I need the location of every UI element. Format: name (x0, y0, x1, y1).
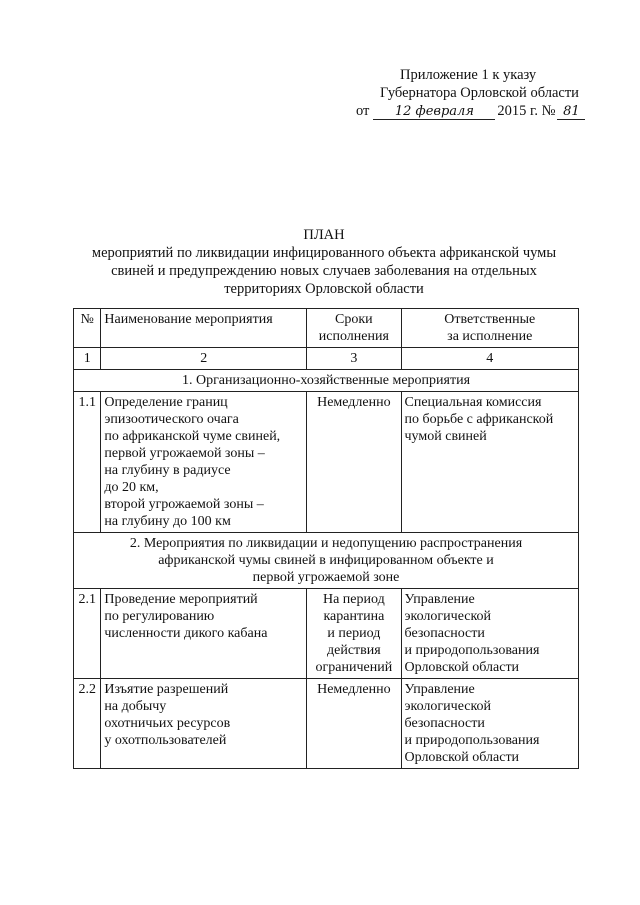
row-term-line: карантина (323, 609, 385, 624)
header-term (307, 309, 401, 348)
from-label: от (356, 103, 370, 119)
section-title (74, 533, 579, 589)
header-term-line: исполнения (318, 329, 389, 344)
row-name-line: численности дикого кабана (104, 626, 268, 641)
row-resp-line: чумой свиней (404, 429, 487, 444)
section-title: 1. Организационно-хозяйственные мероприятия (74, 370, 579, 392)
document-title (70, 226, 578, 298)
table-row (74, 679, 579, 769)
row-name-line: у охотпользователей (104, 733, 227, 748)
row-name-line: Изъятие разрешений (104, 682, 229, 697)
row-resp-line: и природопользования (404, 643, 540, 658)
row-name-line: эпизоотического очага (104, 412, 239, 427)
row-num: 2.2 (74, 679, 101, 769)
table-row (74, 392, 579, 533)
appendix-line-2: Губернатора Орловской области (380, 85, 579, 101)
row-name-line: Проведение мероприятий (104, 592, 258, 607)
row-resp-line: Управление (404, 682, 475, 697)
row-num: 2.1 (74, 589, 101, 679)
year-text: 2015 г. № (497, 103, 556, 119)
header-resp (401, 309, 578, 348)
section-title-line: первой угрожаемой зоне (252, 570, 400, 585)
row-resp-line: Орловской области (404, 660, 520, 675)
header-resp-line: Ответственные (444, 312, 536, 327)
row-name-line: по регулированию (104, 609, 215, 624)
header-name: Наименование мероприятия (101, 309, 307, 348)
title-line-1: мероприятий по ликвидации инфицированного объекта африканской чумы (91, 245, 557, 261)
title-line-2: свиней и предупреждению новых случаев заболевания на отдельных (111, 263, 537, 279)
row-term (307, 589, 401, 679)
row-name (101, 589, 307, 679)
row-resp (401, 679, 578, 769)
handwritten-date: 12 февраля (373, 105, 495, 120)
row-name-line: по африканской чуме свиней, (104, 429, 281, 444)
row-term: Немедленно (307, 679, 401, 769)
row-resp-line: по борьбе с африканской (404, 412, 554, 427)
column-number-row (74, 348, 579, 370)
row-name-line: до 20 км, (104, 480, 159, 495)
row-resp-line: безопасности (404, 716, 485, 731)
section-title-line: 2. Мероприятия по ликвидации и недопущению распространения (129, 536, 523, 551)
row-name-line: второй угрожаемой зоны – (104, 497, 264, 512)
row-term-line: На период (322, 592, 385, 607)
section-title-line: африканской чумы свиней в инфицированном объекте и (158, 553, 494, 568)
col-number: 3 (307, 348, 401, 370)
header-num: № (74, 309, 101, 348)
row-name-line: охотничьих ресурсов (104, 716, 231, 731)
section-row-2 (74, 533, 579, 589)
row-term-line: ограничений (315, 660, 393, 675)
handwritten-number: 81 (557, 105, 585, 120)
title-line-3: территориях Орловской области (224, 281, 424, 297)
section-row-1 (74, 370, 579, 392)
appendix-line-1: Приложение 1 к указу (400, 67, 537, 83)
row-resp (401, 392, 578, 533)
row-term-line: действия (327, 643, 381, 658)
row-resp (401, 589, 578, 679)
plan-table (73, 308, 579, 769)
row-resp-line: экологической (404, 699, 492, 714)
row-name-line: на добычу (104, 699, 167, 714)
row-resp-line: и природопользования (404, 733, 540, 748)
col-number: 2 (101, 348, 307, 370)
row-resp-line: Орловской области (404, 750, 520, 765)
col-number: 1 (74, 348, 101, 370)
row-resp-line: Управление (404, 592, 475, 607)
appendix-line-3 (356, 102, 588, 120)
row-name (101, 679, 307, 769)
table-header-row (74, 309, 579, 348)
header-resp-line: за исполнение (447, 329, 533, 344)
row-name-line: на глубину до 100 км (104, 514, 231, 529)
row-resp-line: безопасности (404, 626, 485, 641)
row-name-line: первой угрожаемой зоны – (104, 446, 265, 461)
header-term-line: Сроки (335, 312, 373, 327)
table-row (74, 589, 579, 679)
row-name-line: Определение границ (104, 395, 228, 410)
row-name-line: на глубину в радиусе (104, 463, 231, 478)
row-resp-line: Специальная комиссия (404, 395, 542, 410)
row-num: 1.1 (74, 392, 101, 533)
row-term: Немедленно (307, 392, 401, 533)
row-term-line: и период (327, 626, 381, 641)
row-name (101, 392, 307, 533)
appendix-block (356, 66, 588, 120)
col-number: 4 (401, 348, 578, 370)
title-heading: ПЛАН (303, 227, 345, 243)
row-resp-line: экологической (404, 609, 492, 624)
